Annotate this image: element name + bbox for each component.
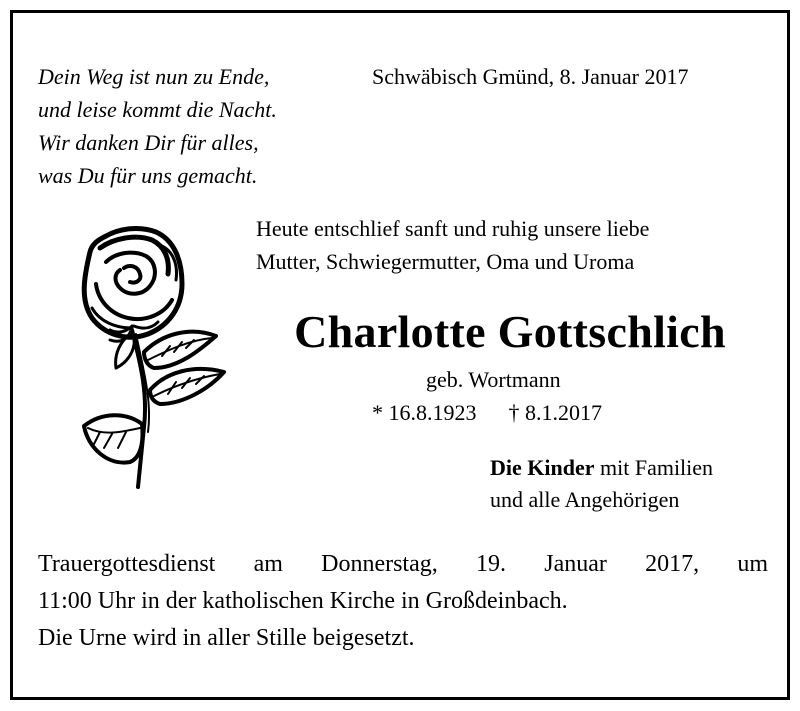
poem-line: und leise kommt die Nacht. (38, 97, 277, 122)
deceased-name: Charlotte Gottschlich (294, 306, 726, 357)
poem-line: Wir danken Dir für alles, (38, 130, 259, 155)
death-date: † 8.1.2017 (508, 400, 602, 425)
intro-line: Heute entschlief sanft und ruhig unsere liebe (256, 216, 650, 241)
maiden-name: geb. Wortmann (426, 367, 561, 392)
rose-icon (70, 222, 240, 492)
family-line: und alle Angehörigen (490, 487, 680, 512)
poem (38, 60, 277, 192)
service-line: 11:00 Uhr in der katholischen Kirche in Großdeinbach. (38, 588, 568, 614)
service-line: Die Urne wird in aller Stille beigesetzt. (38, 625, 415, 651)
place-date: Schwäbisch Gmünd, 8. Januar 2017 (372, 64, 689, 89)
family-rest: mit Familien (594, 455, 714, 480)
intro-text (256, 212, 649, 278)
service-line: Trauergottesdienst am Donnerstag, 19. Januar 2017, um (38, 551, 768, 577)
intro-line: Mutter, Schwiegermutter, Oma und Uroma (256, 249, 635, 274)
life-dates (372, 398, 602, 428)
birth-date: * 16.8.1923 (372, 400, 477, 425)
family-line (490, 452, 713, 484)
poem-line: was Du für uns gemacht. (38, 163, 258, 188)
children-label: Die Kinder (490, 455, 595, 480)
family-signature (490, 452, 713, 516)
service-info (38, 546, 768, 657)
poem-line: Dein Weg ist nun zu Ende, (38, 64, 270, 89)
